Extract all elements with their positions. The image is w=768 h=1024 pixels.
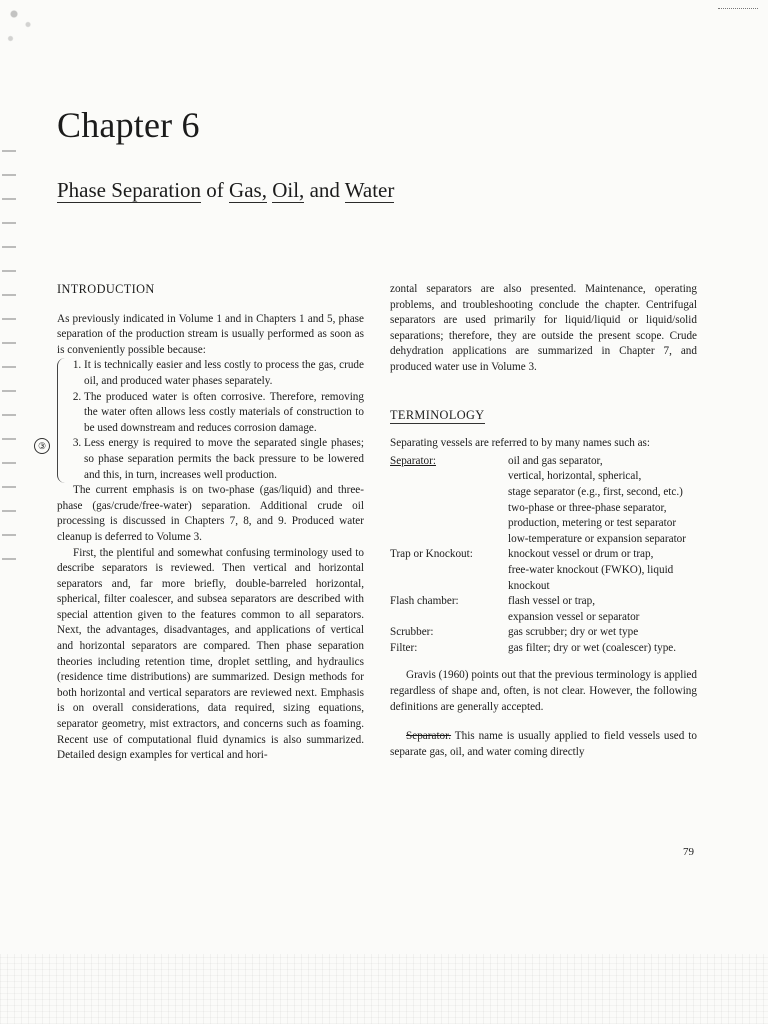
table-row	[390, 454, 697, 548]
term-label: Flash chamber:	[390, 595, 459, 608]
list-item: 3. Less energy is required to move the separated single phases; so phase separation permits the back pressure to be lowered and this, in turn, increases well production.	[84, 436, 364, 483]
term-label: Scrubber:	[390, 626, 434, 639]
right-column	[390, 282, 697, 760]
left-column	[57, 282, 364, 764]
introduction-heading: INTRODUCTION	[57, 282, 155, 296]
chapter-title-part: Gas,	[229, 178, 267, 202]
term-name: oil and gas separator,	[508, 454, 603, 467]
separator-label: Separator.	[406, 730, 452, 743]
separator-definition-text: This name is usually applied to field vessels used to separate gas, oil, and water coming directly	[390, 730, 697, 758]
terminology-intro: Separating vessels are referred to by many names such as:	[390, 437, 651, 450]
term-name: expansion vessel or separator	[508, 610, 640, 623]
term-name: gas scrubber; dry or wet type	[508, 626, 639, 639]
scan-artifact-top-right	[718, 8, 758, 15]
reasons-list	[57, 358, 364, 483]
emphasis-paragraph: The current emphasis is on two-phase (gas/liquid) and three-phase (gas/crude/free-water) separation. Additional crude oil processing is discussed in Chapters 7, 8, and 9. Produced water cleanup is deferred to Volume 3.	[57, 484, 364, 543]
term-name: low-temperature or expansion separator	[508, 532, 686, 545]
term-names	[508, 547, 697, 594]
term-name: stage separator (e.g., first, second, etc.)	[508, 485, 683, 498]
term-names	[508, 641, 697, 657]
terminology-heading: TERMINOLOGY	[390, 408, 485, 425]
list-item: 1. It is technically easier and less costly to process the gas, crude oil, and produced water phases separately.	[84, 358, 364, 389]
table-row	[390, 547, 697, 594]
margin-annotation: ③	[34, 438, 50, 454]
term-name: gas filter; dry or wet (coalescer) type.	[508, 641, 677, 654]
chapter-title-part: Oil,	[272, 178, 305, 202]
term-name: two-phase or three-phase separator,	[508, 501, 667, 514]
chapter-title-part: Water	[344, 178, 395, 202]
gravis-paragraph: Gravis (1960) points out that the previous terminology is applied regardless of shape and, often, is not clear. However, the following definitions are generally accepted.	[390, 669, 697, 713]
overview-paragraph: First, the plentiful and somewhat confusing terminology used to describe separators is reviewed. Then vertical and horizontal separators and, far more briefly, double-barreled horizontal, spherical, filter coalescer, and subsea separators are described with special attention given to the features common to all separators. Next, the advantages, disadvantages, and applications of vertical and horizontal separators are compared. Then phase separation theories including retention time, droplet settling, and hydraulics (residence time distributions) are summarized. Design methods for both horizontal and vertical separators are reviewed next. Emphasis is on overall considerations, data required, sizing equations, separator geometry, mist extractors, and concerns such as foaming. Recent use of computational fluid dynamics is also summarized. Detailed design examples for vertical and hori-	[57, 546, 364, 762]
term-label: Filter:	[390, 641, 418, 654]
term-names	[508, 454, 697, 548]
term-label: Separator:	[390, 454, 436, 467]
term-label: Trap or Knockout:	[390, 548, 473, 561]
terminology-table	[390, 454, 697, 657]
chapter-number: Chapter 6	[57, 105, 200, 145]
page-number: 79	[683, 846, 694, 858]
chapter-title-part: of	[206, 178, 224, 202]
term-name: knockout vessel or drum or trap,	[508, 548, 654, 561]
chapter-title	[57, 178, 394, 203]
term-name: vertical, horizontal, spherical,	[508, 470, 642, 483]
term-names	[508, 625, 697, 641]
table-row	[390, 594, 697, 625]
term-name: free-water knockout (FWKO), liquid knockout	[508, 563, 674, 592]
intro-paragraph: As previously indicated in Volume 1 and in Chapters 1 and 5, phase separation of the production stream is usually performed as soon as is conveniently possible because:	[57, 312, 364, 356]
table-row	[390, 625, 697, 641]
chapter-title-part: and	[309, 178, 340, 202]
term-name: flash vessel or trap,	[508, 595, 595, 608]
scan-artifact-margin	[2, 150, 16, 570]
term-names	[508, 594, 697, 625]
term-name: production, metering or test separator	[508, 517, 677, 530]
scan-artifact-corner	[0, 0, 70, 70]
table-row	[390, 641, 697, 657]
list-item: 2. The produced water is often corrosive. Therefore, removing the water often allows less costly materials of construction to be used downstream and reduces corrosion damage.	[84, 390, 364, 437]
continuation-paragraph: zontal separators are also presented. Maintenance, operating problems, and troubleshooting conclude the chapter. Centrifugal separators are used primarily for liquid/liquid or liquid/solid separations; therefore, they are outside the present scope. Crude dehydration applications are summarized in Chapter 7, and produced water use in Volume 3.	[390, 283, 697, 373]
separator-definition	[390, 729, 697, 760]
chapter-title-part: Phase Separation	[57, 178, 202, 202]
scan-artifact-bottom	[0, 954, 768, 1024]
